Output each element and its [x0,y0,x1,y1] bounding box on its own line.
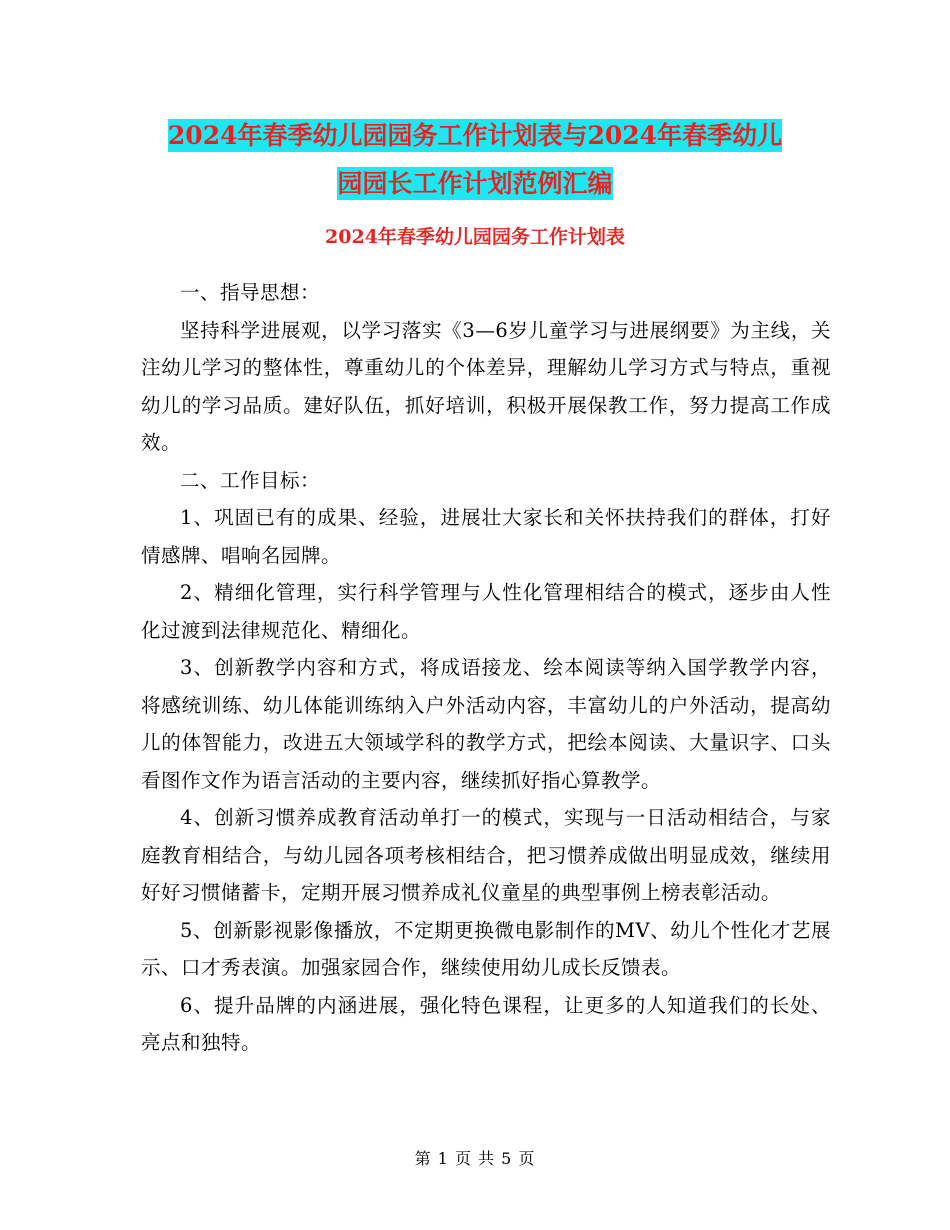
goal-item-2: 2、精细化管理，实行科学管理与人性化管理相结合的模式，逐步由人性化过渡到法律规范化、精细化。 [141,581,831,642]
document-body [141,274,831,1062]
goal-item-6: 6、提升品牌的内涵进展，强化特色课程，让更多的人知道我们的长处、亮点和独特。 [141,993,831,1054]
document-title [100,112,850,208]
heading-guiding-ideology: 一、指导思想： [180,281,321,304]
page-footer: 第 1 页 共 5 页 [414,1149,536,1168]
goal-item-1: 1、巩固已有的成果、经验，进展壮大家长和关怀扶持我们的群体，打好情感牌、唱响名园牌。 [141,506,831,567]
goal-item-5: 5、创新影视影像播放，不定期更换微电影制作的MV、幼儿个性化才艺展示、口才秀表演。加强家园合作，继续使用幼儿成长反馈表。 [141,918,831,979]
goal-item-3: 3、创新教学内容和方式，将成语接龙、绘本阅读等纳入国学教学内容，将感统训练、幼儿体能训练纳入户外活动内容，丰富幼儿的户外活动，提高幼儿的体智能力，改进五大领域学科的教学方式，把绘本阅读、大量识字、口头看图作文作为语言活动的主要内容，继续抓好指心算教学。 [141,656,831,792]
goal-item-4: 4、创新习惯养成教育活动单打一的模式，实现与一日活动相结合，与家庭教育相结合，与幼儿园各项考核相结合，把习惯养成做出明显成效，继续用好好习惯储蓄卡，定期开展习惯养成礼仪童星的典型事例上榜表彰活动。 [141,806,831,904]
paragraph-guiding-ideology: 坚持科学进展观，以学习落实《3—6岁儿童学习与进展纲要》为主线，关注幼儿学习的整体性，尊重幼儿的个体差异，理解幼儿学习方式与特点，重视幼儿的学习品质。建好队伍，抓好培训，积极开展保教工作，努力提高工作成效。 [141,318,831,454]
heading-work-goals: 二、工作目标： [180,468,321,492]
document-title-line1: 2024年春季幼儿园园务工作计划表与2024年春季幼儿 [167,121,783,150]
document-title-line2: 园园长工作计划范例汇编 [337,169,613,198]
section-title: 2024年春季幼儿园园务工作计划表 [325,226,625,248]
